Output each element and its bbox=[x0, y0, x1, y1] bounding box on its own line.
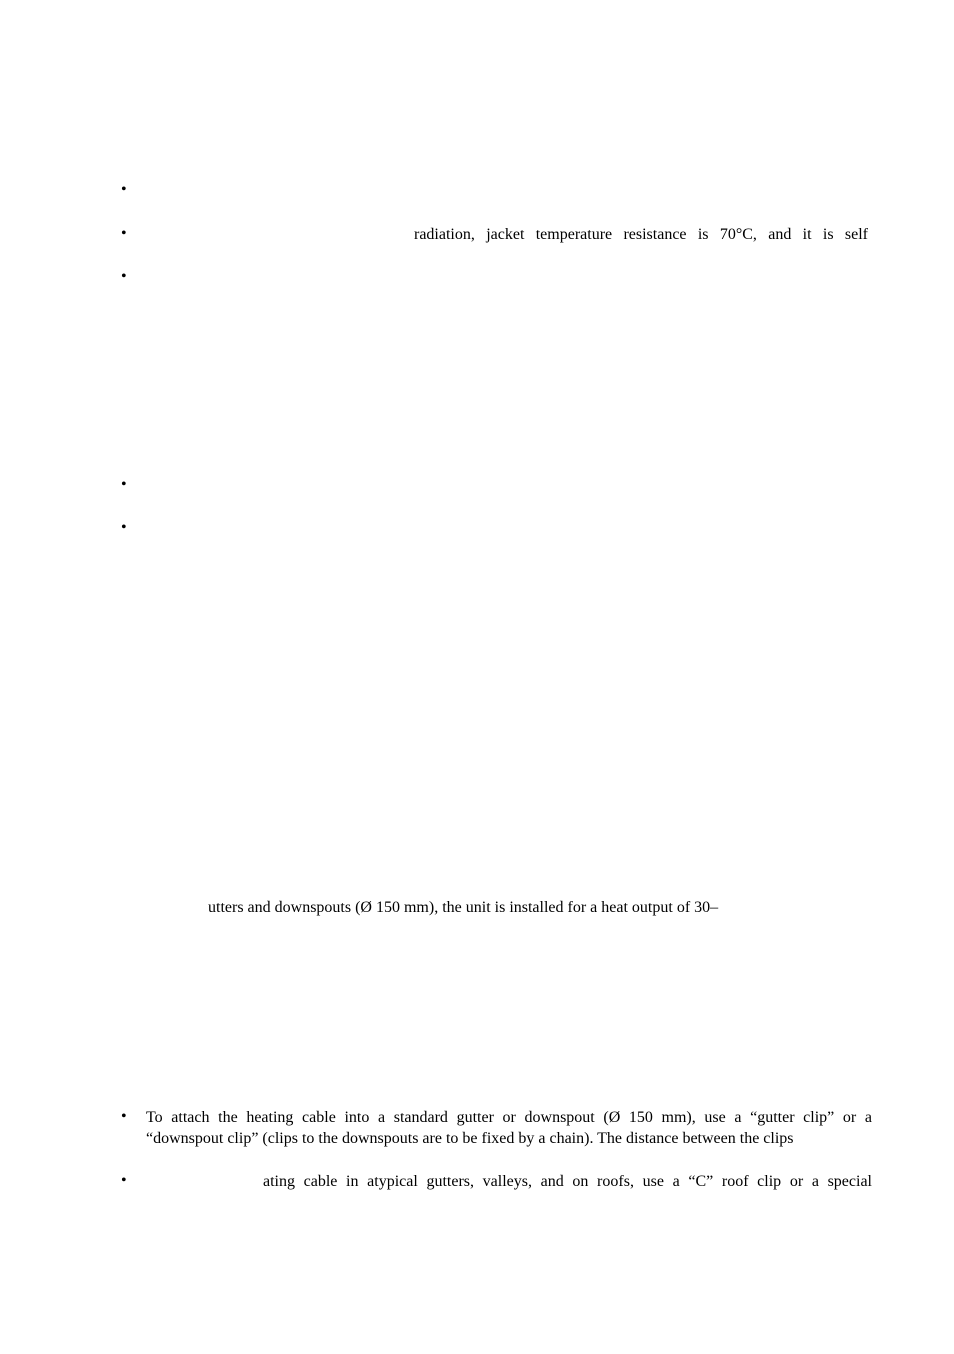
text-gutter-clip-line-2: “downspout clip” (clips to the downspouts are to be fixed by a chain). The distance between the clips bbox=[146, 1130, 794, 1147]
text-fragment-radiation: radiation, jacket temperature resistance is 70°C, and it is self bbox=[414, 226, 868, 243]
bullet-marker: • bbox=[121, 181, 127, 198]
bullet-marker: • bbox=[121, 1108, 127, 1125]
bullet-marker: • bbox=[121, 268, 127, 285]
bullet-marker: • bbox=[121, 519, 127, 536]
bullet-marker: • bbox=[121, 1172, 127, 1189]
text-fragment-gutters: utters and downspouts (Ø 150 mm), the unit is installed for a heat output of 30– bbox=[208, 899, 719, 916]
bullet-marker: • bbox=[121, 225, 127, 242]
bullet-marker: • bbox=[121, 476, 127, 493]
text-gutter-clip-line-1: To attach the heating cable into a standard gutter or downspout (Ø 150 mm), use a “gutter clip” or a bbox=[146, 1109, 872, 1126]
text-roof-clip-line: ating cable in atypical gutters, valleys, and on roofs, use a “C” roof clip or a special bbox=[263, 1173, 872, 1190]
